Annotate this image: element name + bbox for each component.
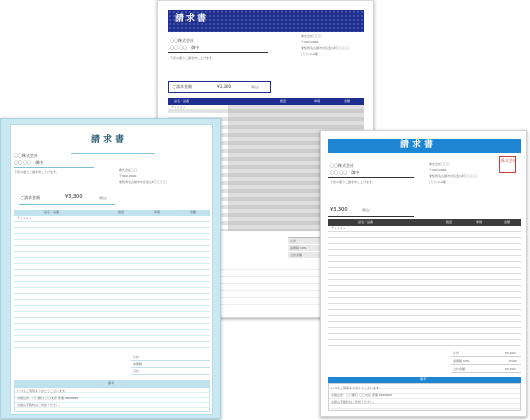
first-item-name: ティッシュ [171,105,186,109]
greeting-text: 下記の通りご請求申し上げます。 [330,180,375,184]
sender-address: 愛知県名古屋市中区金山町〇〇〇〇 [119,180,168,184]
company-seal-stamp [499,156,516,173]
amount-label: ご請求金額 [172,84,192,89]
sender-building: 〇〇ビル2階 [429,180,446,184]
sender-zip: 〒000-0000 [301,40,319,44]
total-value-subtotal: ¥3,000 [505,351,516,355]
invoice-sheet [10,124,213,415]
invoice-skyblue-preview[interactable] [320,130,527,417]
tax-note: （税込） [97,196,110,200]
items-table-header [328,219,521,226]
recipient-company: 〇〇株式会社 [170,38,194,43]
total-label-grand: 合計 [133,369,140,373]
total-value-tax: ¥300 [509,359,517,363]
memo-line: お振込手数料はご負担ください。 [17,403,63,407]
sender-zip: 〒000-0000 [429,168,447,172]
sender-name: 株式会社〇〇〇 [301,34,323,38]
col-qty: 数量 [118,210,125,214]
recipient-person: 〇〇 〇〇 御中 [170,45,200,50]
invoice-title: 請求書 [91,135,128,145]
seal-text: 株式会社 [501,158,517,163]
recipient-underline [14,167,94,168]
total-label-subtotal: 小計 [133,355,140,359]
tax-note: （税込） [360,208,373,212]
invoice-header-bar [168,10,364,32]
amount-box [328,204,414,217]
invoice-lightblue-preview[interactable] [0,118,221,419]
recipient-underline [328,177,414,178]
col-price: 単価 [476,220,483,224]
memo-area [328,383,521,411]
memo-label: 備考 [420,377,427,381]
sender-address: 愛知県名古屋市中区金山町〇〇〇〇 [429,174,478,178]
greeting-text: 下記の通りご請求申し上げます。 [14,170,59,174]
first-item-name: ティッシュ [331,226,346,230]
col-item: 品名・品番 [358,220,374,224]
total-label-grand: 合計金額 [453,367,466,371]
amount-value: ¥3,300 [217,84,231,89]
sender-name: 株式会社〇〇〇 [429,162,451,166]
amount-label: ご請求金額 [20,195,40,200]
items-table-header [168,98,364,105]
items-table-rows [14,216,210,349]
memo-label: 備考 [108,381,115,385]
title-ornament-right [109,153,155,155]
memo-line: いつもご利用ありがとうございます。 [331,386,382,390]
tax-note: （税込） [249,85,262,89]
sender-building: 〇〇ビル2階 [301,52,318,56]
sender-zip: 〒000-0000 [119,174,137,178]
amount-box [168,81,271,93]
total-label-subtotal: 小計 [290,239,297,243]
recipient-underline [168,52,268,53]
memo-line: お振込先：〇〇銀行 〇〇支店 普通 0000000 [17,396,79,400]
invoice-title-band [86,133,138,149]
total-label-tax: 消費税 10% [290,246,307,250]
amount-box [19,192,115,205]
recipient-person: 〇〇 〇〇 御中 [14,160,44,165]
total-label-tax: 消費税 [133,362,143,366]
invoice-title: 請求書 [175,14,209,24]
col-price: 単価 [154,210,161,214]
amount-value: ¥3,300 [330,207,348,213]
col-amount: 金額 [190,210,197,214]
col-price: 単価 [314,99,321,103]
sender-address: 愛知県名古屋市中区金山町〇〇〇〇 [301,46,350,50]
col-qty: 数量 [446,220,453,224]
col-item: 品名・品番 [174,99,190,103]
memo-line: お振込手数料はご負担ください。 [331,400,377,404]
col-amount: 金額 [504,220,511,224]
recipient-person: 〇〇 〇〇 御中 [330,170,360,175]
sender-name: 株式会社〇〇 [119,168,138,172]
memo-area [14,387,210,412]
first-item-name: ティッシュ [17,216,32,220]
items-table-rows [328,226,521,347]
col-item: 品名・品番 [44,210,60,214]
memo-line: いつもご利用ありがとうございます。 [17,389,68,393]
invoice-header-bar [328,139,521,153]
total-label-subtotal: 小計 [453,351,460,355]
total-label-tax: 消費税 10% [453,359,470,363]
greeting-text: 下記の通りご請求申し上げます。 [170,56,215,60]
recipient-company: 〇〇株式会社 [330,163,354,168]
col-amount: 金額 [344,99,351,103]
memo-header [14,380,210,387]
col-qty: 数量 [280,99,287,103]
amount-value: ¥3,300 [65,194,83,200]
invoice-title: 請求書 [400,140,437,150]
recipient-company: 〇〇株式会社 [14,153,38,158]
memo-line: お振込先：〇〇銀行 〇〇支店 普通 0000000 [331,393,393,397]
total-label-grand: 合計金額 [290,253,303,257]
total-value-grand: ¥3,300 [505,367,516,371]
